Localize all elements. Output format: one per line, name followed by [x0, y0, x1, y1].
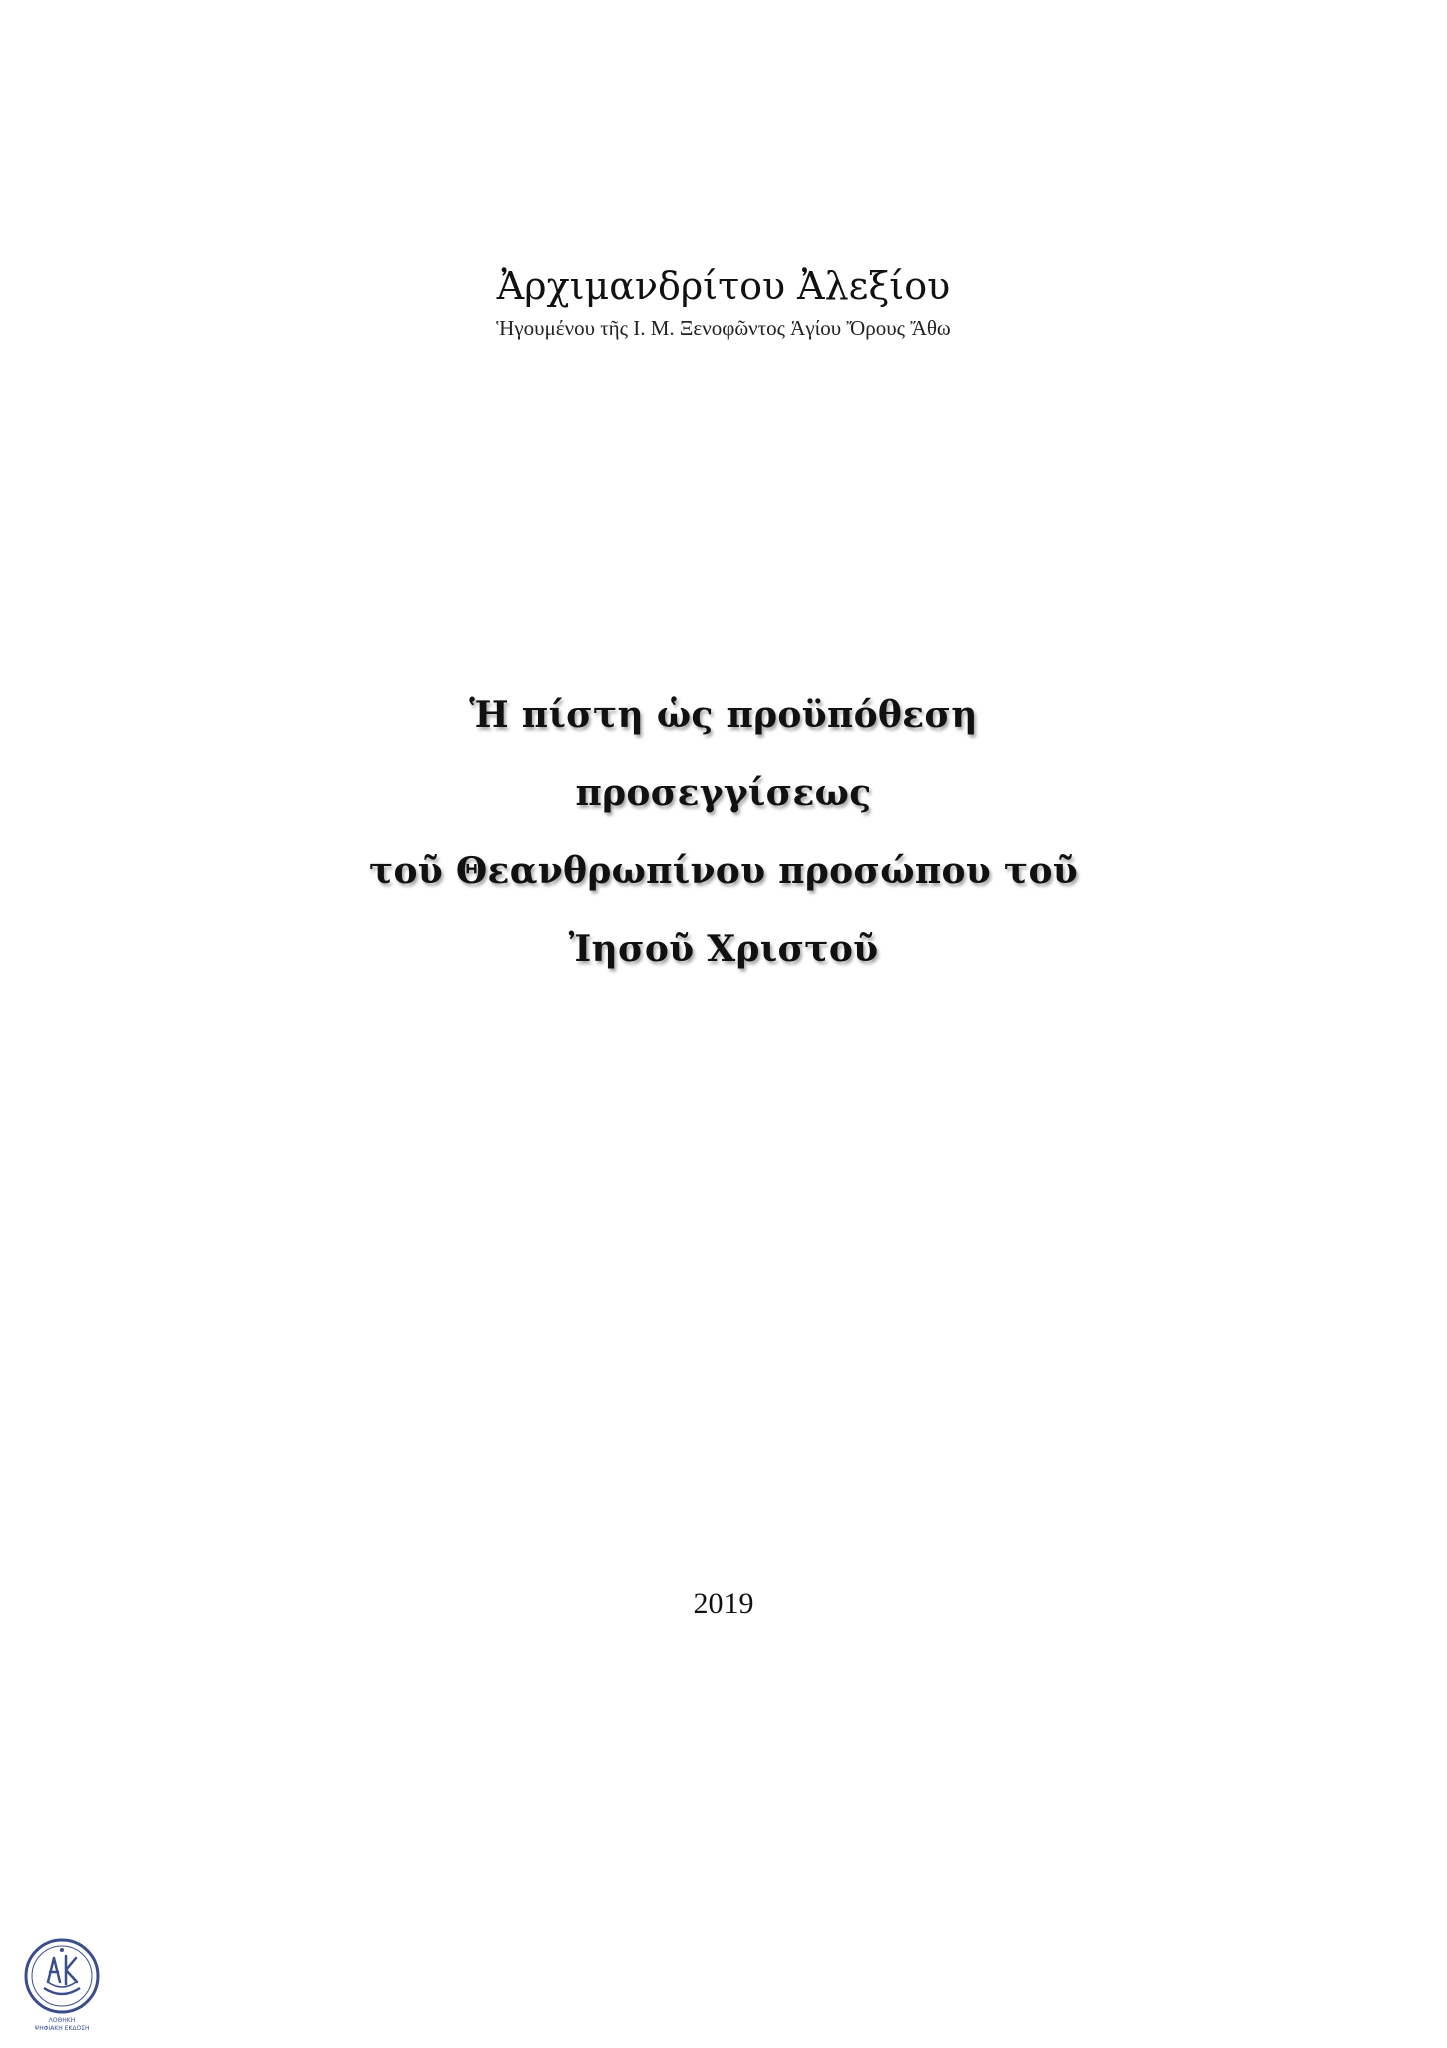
title-line-1: Ἡ πίστη ὡς προϋπόθεση — [469, 694, 978, 736]
author-name: Ἀρχιμανδρίτου Ἀλεξίου — [496, 264, 951, 308]
author-block — [0, 262, 1447, 342]
title-line-3: τοῦ Θεανθρωπίνου προσώπου τοῦ — [368, 850, 1079, 892]
publication-year: 2019 — [693, 1587, 754, 1620]
logo-caption-line2: ΨΗΦΙΑΚΗ ΕΚΔΟΣΗ — [34, 2025, 90, 2032]
library-logo — [22, 1936, 102, 2036]
library-seal-icon — [22, 1936, 102, 2016]
title-line-2: προσεγγίσεως — [575, 772, 872, 814]
author-subtitle: Ἡγουμένου τῆς Ι. Μ. Ξενοφῶντος Ἁγίου Ὄρους Ἄθω — [496, 316, 951, 340]
logo-caption-line1: ΛΟΘΗΚΗ — [48, 2017, 76, 2024]
title-line-4: Ἰησοῦ Χριστοῦ — [568, 928, 879, 970]
document-title — [0, 676, 1447, 988]
